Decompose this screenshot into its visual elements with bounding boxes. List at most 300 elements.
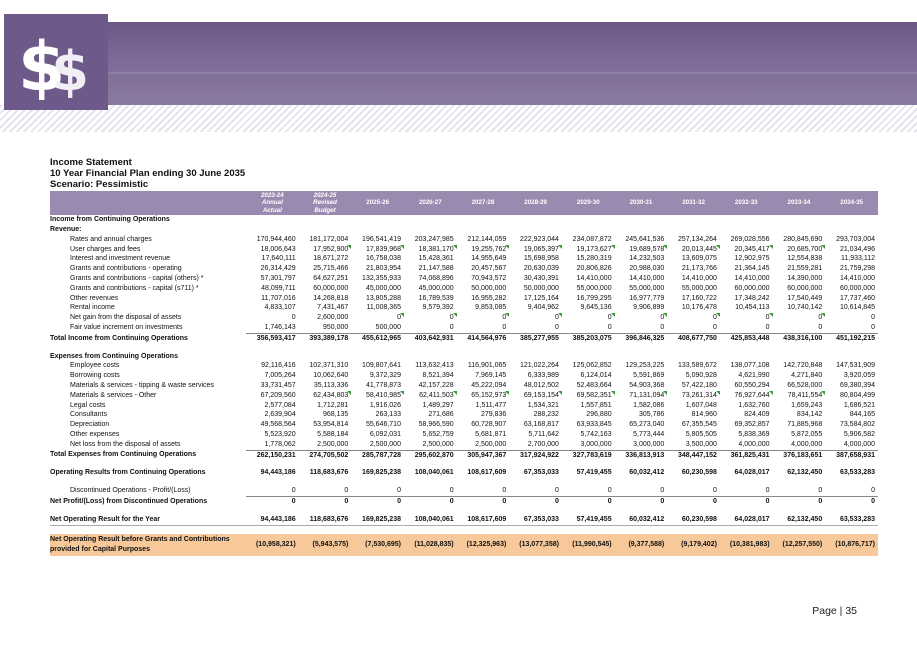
value-cell: 50,000,000 bbox=[523, 284, 559, 292]
value-cell: 108,040,061 bbox=[404, 515, 457, 525]
column-header bbox=[457, 191, 510, 215]
value-cell bbox=[246, 225, 299, 235]
value-cell: 288,232 bbox=[533, 411, 559, 419]
value-cell bbox=[404, 352, 457, 362]
value-cell: 20,806,826 bbox=[576, 265, 612, 273]
value-cell: 52,483,664 bbox=[576, 381, 612, 389]
value-cell bbox=[351, 344, 404, 352]
value-cell: 0 bbox=[713, 323, 717, 331]
value-cell: 385,203,075 bbox=[562, 333, 615, 343]
value-cell: 73,261,314 bbox=[667, 391, 720, 401]
value-cell: 263,133 bbox=[375, 411, 401, 419]
value-cell: 54,903,368 bbox=[629, 381, 665, 389]
value-cell: 80,804,499 bbox=[839, 391, 875, 399]
column-year: 2030-31 bbox=[629, 199, 653, 207]
value-cell bbox=[351, 215, 404, 225]
value-cell bbox=[562, 344, 615, 352]
value-cell: 361,825,431 bbox=[720, 450, 773, 460]
value-cell: 16,799,295 bbox=[576, 294, 612, 302]
value-cell: 385,277,955 bbox=[509, 333, 562, 343]
value-cell: 500,000 bbox=[375, 323, 401, 331]
row-label: Net Operating Result before Grants and Contributions provided for Capital Purposes bbox=[50, 534, 246, 556]
value-cell bbox=[615, 344, 668, 352]
value-cell: 17,348,242 bbox=[734, 294, 770, 302]
value-cell bbox=[615, 352, 668, 362]
value-cell bbox=[351, 352, 404, 362]
value-cell: 5,838,369 bbox=[738, 430, 770, 438]
value-cell bbox=[457, 478, 510, 486]
header-label-cell bbox=[50, 191, 246, 215]
value-cell: 14,410,000 bbox=[576, 275, 612, 282]
value-cell bbox=[351, 507, 404, 515]
value-cell: 2,500,000 bbox=[317, 440, 349, 448]
value-cell: 0 bbox=[457, 313, 510, 323]
value-cell: (10,381,983) bbox=[720, 534, 773, 556]
value-cell bbox=[457, 507, 510, 515]
value-cell: 49,568,564 bbox=[260, 421, 296, 429]
value-cell: 6,333,989 bbox=[527, 372, 559, 380]
value-cell bbox=[457, 352, 510, 362]
value-cell bbox=[773, 478, 826, 486]
value-cell: 14,232,503 bbox=[629, 255, 665, 263]
value-cell: 62,434,803 bbox=[299, 391, 352, 401]
value-cell bbox=[667, 215, 720, 225]
value-cell bbox=[773, 507, 826, 515]
value-cell: 5,652,759 bbox=[422, 430, 454, 438]
value-cell: 74,068,896 bbox=[418, 275, 454, 282]
value-cell: 17,640,111 bbox=[261, 255, 296, 263]
table-row bbox=[50, 468, 878, 478]
value-cell: 5,681,871 bbox=[475, 430, 507, 438]
value-cell: 0 bbox=[562, 496, 615, 506]
value-cell: 21,173,766 bbox=[681, 265, 717, 273]
row-label bbox=[50, 525, 246, 534]
value-cell: 48,012,502 bbox=[523, 381, 559, 389]
value-cell bbox=[773, 225, 826, 235]
value-cell: 118,683,676 bbox=[309, 469, 349, 477]
value-cell bbox=[246, 460, 299, 468]
value-cell: 12,554,838 bbox=[787, 255, 823, 263]
value-cell bbox=[562, 352, 615, 362]
value-cell bbox=[720, 525, 773, 534]
value-cell: (11,990,545) bbox=[562, 534, 615, 556]
value-cell bbox=[720, 344, 773, 352]
value-cell: 21,559,281 bbox=[787, 265, 823, 273]
value-cell bbox=[773, 460, 826, 468]
value-cell: 57,419,455 bbox=[576, 469, 612, 477]
value-cell: 14,955,649 bbox=[471, 255, 507, 263]
value-cell: 125,062,852 bbox=[572, 362, 612, 370]
value-cell: 64,627,251 bbox=[313, 275, 349, 282]
value-cell: 438,316,100 bbox=[773, 333, 826, 343]
column-header bbox=[615, 191, 668, 215]
value-cell: 280,845,690 bbox=[783, 235, 823, 243]
value-cell: 3,920,059 bbox=[843, 372, 875, 380]
column-header bbox=[667, 191, 720, 215]
value-cell: 7,005,264 bbox=[264, 372, 296, 380]
table-body bbox=[50, 215, 878, 555]
value-cell: 35,113,336 bbox=[313, 381, 349, 389]
value-cell: 0 bbox=[607, 323, 612, 331]
value-cell: 21,759,298 bbox=[839, 265, 875, 273]
value-cell bbox=[562, 225, 615, 235]
value-cell: 950,000 bbox=[323, 323, 349, 331]
value-cell: 65,152,973 bbox=[457, 391, 510, 401]
value-cell: 65,273,040 bbox=[629, 421, 665, 429]
value-cell: 60,550,294 bbox=[734, 381, 770, 389]
value-cell: 0 bbox=[818, 323, 823, 331]
value-cell: 3,000,000 bbox=[580, 440, 612, 448]
value-cell: 2,600,000 bbox=[317, 314, 349, 322]
value-cell: 20,685,700 bbox=[773, 245, 826, 255]
value-cell: 0 bbox=[404, 313, 457, 323]
value-cell: 0 bbox=[773, 496, 826, 506]
column-subtitle: Revised bbox=[313, 199, 337, 207]
value-cell: 19,689,578 bbox=[615, 245, 668, 255]
table-row bbox=[50, 391, 878, 401]
value-cell bbox=[457, 344, 510, 352]
value-cell: 62,132,450 bbox=[787, 469, 823, 477]
column-subtitle: Budget bbox=[314, 206, 336, 214]
column-year: 2034-35 bbox=[840, 199, 863, 207]
table-row bbox=[50, 478, 878, 486]
value-cell: 17,839,968 bbox=[351, 245, 404, 255]
value-cell: 271,686 bbox=[428, 411, 454, 419]
value-cell: 109,807,641 bbox=[362, 362, 401, 370]
value-cell: 132,355,933 bbox=[362, 275, 401, 282]
value-cell bbox=[299, 344, 352, 352]
value-cell bbox=[667, 344, 720, 352]
value-cell: 814,960 bbox=[691, 411, 717, 419]
value-cell: 7,431,467 bbox=[317, 304, 349, 312]
table-row bbox=[50, 313, 878, 323]
value-cell: 17,737,460 bbox=[839, 294, 875, 302]
row-label bbox=[50, 344, 246, 352]
row-label bbox=[50, 478, 246, 486]
value-cell: 15,698,958 bbox=[523, 255, 559, 263]
value-cell: 19,173,627 bbox=[562, 245, 615, 255]
value-cell bbox=[351, 225, 404, 235]
value-cell: 57,419,455 bbox=[562, 515, 615, 525]
value-cell bbox=[351, 478, 404, 486]
value-cell: 0 bbox=[502, 323, 507, 331]
value-cell: (10,876,717) bbox=[825, 534, 878, 556]
value-cell bbox=[457, 215, 510, 225]
value-cell: 113,632,413 bbox=[415, 362, 454, 370]
value-cell: 15,280,319 bbox=[576, 255, 612, 263]
value-cell bbox=[667, 525, 720, 534]
value-cell bbox=[562, 525, 615, 534]
table-row bbox=[50, 264, 878, 274]
value-cell: 0 bbox=[509, 496, 562, 506]
dollar-logo bbox=[4, 14, 108, 110]
value-cell: 0 bbox=[607, 487, 612, 495]
column-header bbox=[720, 191, 773, 215]
value-cell bbox=[720, 460, 773, 468]
value-cell: 14,410,000 bbox=[734, 275, 770, 282]
value-cell: (9,377,588) bbox=[615, 534, 668, 556]
value-cell bbox=[509, 507, 562, 515]
table-row bbox=[50, 284, 878, 294]
value-cell: 16,977,779 bbox=[629, 294, 665, 302]
value-cell: 0 bbox=[871, 487, 875, 495]
table-header-row bbox=[50, 191, 878, 215]
value-cell: 9,853,085 bbox=[475, 304, 507, 312]
value-cell: 293,703,004 bbox=[836, 235, 875, 243]
value-cell: 9,579,392 bbox=[422, 304, 454, 312]
value-cell: 14,410,000 bbox=[681, 275, 717, 282]
value-cell: 60,000,000 bbox=[313, 284, 349, 292]
column-header bbox=[351, 191, 404, 215]
value-cell bbox=[509, 460, 562, 468]
value-cell: (12,257,550) bbox=[773, 534, 826, 556]
value-cell bbox=[773, 352, 826, 362]
row-label: Grants and contributions - operating bbox=[70, 265, 182, 273]
value-cell: 55,646,710 bbox=[365, 421, 401, 429]
value-cell bbox=[773, 525, 826, 534]
value-cell: 121,022,264 bbox=[520, 362, 559, 370]
value-cell: 6,092,031 bbox=[369, 430, 401, 438]
row-label: Legal costs bbox=[70, 401, 106, 409]
value-cell: 60,000,000 bbox=[734, 284, 770, 292]
column-header bbox=[825, 191, 878, 215]
column-subtitle: Actual bbox=[262, 206, 282, 214]
value-cell bbox=[246, 352, 299, 362]
table-row bbox=[50, 361, 878, 371]
value-cell: 5,591,869 bbox=[633, 372, 665, 380]
value-cell: 60,000,000 bbox=[787, 284, 823, 292]
value-cell: 0 bbox=[667, 313, 720, 323]
value-cell bbox=[825, 478, 878, 486]
value-cell: 48,099,711 bbox=[261, 284, 296, 292]
column-header bbox=[299, 191, 352, 215]
value-cell: 0 bbox=[765, 323, 770, 331]
table-row bbox=[50, 381, 878, 391]
value-cell: 5,090,928 bbox=[685, 372, 717, 380]
value-cell bbox=[299, 525, 352, 534]
value-cell: 108,617,609 bbox=[467, 469, 507, 477]
value-cell: 0 bbox=[404, 496, 457, 506]
table-row bbox=[50, 525, 878, 534]
value-cell: 376,183,651 bbox=[773, 450, 826, 460]
value-cell: 118,683,676 bbox=[299, 515, 352, 525]
value-cell: 0 bbox=[291, 487, 296, 495]
value-cell bbox=[299, 225, 352, 235]
value-cell bbox=[615, 525, 668, 534]
value-cell bbox=[509, 478, 562, 486]
value-cell: 10,740,142 bbox=[787, 304, 823, 312]
value-cell bbox=[773, 344, 826, 352]
value-cell bbox=[299, 507, 352, 515]
row-label: Depreciation bbox=[70, 421, 110, 429]
table-row bbox=[50, 420, 878, 430]
value-cell: 317,924,922 bbox=[509, 450, 562, 460]
value-cell bbox=[667, 507, 720, 515]
value-cell: 5,742,163 bbox=[580, 430, 612, 438]
value-cell: 73,584,802 bbox=[839, 421, 875, 429]
value-cell: 3,000,000 bbox=[633, 440, 665, 448]
column-year: 2025-26 bbox=[366, 199, 390, 207]
value-cell: 6,124,014 bbox=[580, 372, 612, 380]
table-row bbox=[50, 235, 878, 245]
value-cell bbox=[667, 478, 720, 486]
table-row bbox=[50, 401, 878, 411]
value-cell bbox=[457, 460, 510, 468]
value-cell: 3,500,000 bbox=[685, 440, 717, 448]
value-cell bbox=[246, 215, 299, 225]
column-year: 2031-32 bbox=[682, 199, 705, 207]
value-cell bbox=[825, 352, 878, 362]
value-cell: 5,773,444 bbox=[633, 430, 665, 438]
value-cell bbox=[562, 460, 615, 468]
value-cell: 14,410,000 bbox=[839, 275, 875, 282]
value-cell: 21,147,588 bbox=[418, 265, 454, 273]
row-label: Other revenues bbox=[70, 294, 119, 302]
value-cell: 1,489,297 bbox=[422, 401, 454, 409]
value-cell: 0 bbox=[555, 487, 559, 495]
table-row bbox=[50, 254, 878, 264]
value-cell: 60,032,412 bbox=[629, 469, 665, 477]
value-cell: 69,153,154 bbox=[509, 391, 562, 401]
value-cell: 0 bbox=[615, 313, 668, 323]
value-cell: (10,958,321) bbox=[246, 534, 299, 556]
table-row bbox=[50, 245, 878, 255]
value-cell: 67,353,033 bbox=[509, 515, 562, 525]
statement-title: Income Statement bbox=[50, 157, 132, 168]
column-header bbox=[404, 191, 457, 215]
value-cell: 5,588,184 bbox=[317, 430, 349, 438]
value-cell: 13,805,288 bbox=[365, 294, 401, 302]
value-cell: 69,352,857 bbox=[734, 421, 770, 429]
value-cell bbox=[299, 478, 352, 486]
value-cell: 0 bbox=[562, 313, 615, 323]
value-cell: 403,642,931 bbox=[404, 333, 457, 343]
value-cell: 0 bbox=[871, 314, 875, 322]
value-cell bbox=[246, 507, 299, 515]
value-cell bbox=[509, 352, 562, 362]
row-label: Employee costs bbox=[70, 362, 120, 370]
value-cell: (9,179,402) bbox=[667, 534, 720, 556]
value-cell: 8,521,394 bbox=[422, 372, 454, 380]
value-cell: 2,500,000 bbox=[422, 440, 454, 448]
value-cell: 393,389,178 bbox=[299, 333, 352, 343]
value-cell: 455,612,965 bbox=[351, 333, 404, 343]
column-header bbox=[246, 191, 299, 215]
row-label: Operating Results from Continuing Operations bbox=[50, 469, 206, 477]
document-heading bbox=[50, 157, 245, 190]
value-cell: 60,230,598 bbox=[681, 469, 717, 477]
value-cell: 33,731,457 bbox=[260, 381, 296, 389]
value-cell: 147,531,909 bbox=[836, 362, 875, 370]
row-label: Rental income bbox=[70, 304, 115, 312]
value-cell: 78,411,554 bbox=[773, 391, 826, 401]
value-cell: 844,165 bbox=[849, 411, 875, 419]
table-row bbox=[50, 430, 878, 440]
value-cell: 169,825,238 bbox=[351, 515, 404, 525]
table-row bbox=[50, 515, 878, 525]
value-cell bbox=[615, 460, 668, 468]
value-cell: 5,523,920 bbox=[264, 430, 296, 438]
value-cell: 41,778,873 bbox=[365, 381, 401, 389]
value-cell: 116,901,065 bbox=[467, 362, 507, 370]
value-cell: 245,641,536 bbox=[625, 235, 665, 243]
value-cell: 21,364,145 bbox=[734, 265, 770, 273]
value-cell: 2,577,084 bbox=[264, 401, 296, 409]
value-cell: 42,157,228 bbox=[418, 381, 454, 389]
value-cell: 13,609,075 bbox=[681, 255, 717, 263]
value-cell: (13,077,358) bbox=[509, 534, 562, 556]
table-row bbox=[50, 486, 878, 496]
column-year: 2027-28 bbox=[471, 199, 495, 207]
table-row bbox=[50, 303, 878, 313]
value-cell bbox=[509, 215, 562, 225]
value-cell: 102,371,310 bbox=[309, 362, 349, 370]
value-cell: 4,621,990 bbox=[738, 372, 770, 380]
value-cell: 60,032,412 bbox=[615, 515, 668, 525]
value-cell: 133,589,672 bbox=[677, 362, 717, 370]
value-cell bbox=[562, 507, 615, 515]
column-year: 2028-29 bbox=[524, 199, 547, 207]
row-label: Borrowing costs bbox=[70, 372, 120, 380]
value-cell bbox=[404, 507, 457, 515]
value-cell bbox=[720, 352, 773, 362]
value-cell bbox=[509, 225, 562, 235]
column-header bbox=[562, 191, 615, 215]
row-label: Income from Continuing Operations bbox=[50, 216, 170, 224]
value-cell: 1,712,281 bbox=[317, 401, 349, 409]
value-cell bbox=[404, 215, 457, 225]
value-cell: 1,632,760 bbox=[738, 401, 770, 409]
value-cell: 63,533,283 bbox=[839, 469, 875, 477]
value-cell: 356,593,417 bbox=[246, 333, 299, 343]
value-cell: 0 bbox=[773, 313, 826, 323]
value-cell: 60,000,000 bbox=[839, 284, 875, 292]
value-cell: 53,954,814 bbox=[313, 421, 349, 429]
value-cell: 55,000,000 bbox=[576, 284, 612, 292]
value-cell: 18,006,643 bbox=[260, 245, 296, 253]
value-cell bbox=[720, 225, 773, 235]
value-cell: 45,222,094 bbox=[471, 381, 507, 389]
column-year: 2029-30 bbox=[576, 199, 600, 207]
value-cell: 4,000,000 bbox=[791, 440, 823, 448]
value-cell: 414,564,976 bbox=[457, 333, 510, 343]
value-cell: 0 bbox=[713, 487, 717, 495]
value-cell: 1,511,477 bbox=[475, 401, 507, 409]
banner-bar bbox=[108, 22, 917, 105]
value-cell: 17,540,449 bbox=[787, 294, 823, 302]
row-label: Discontinued Operations - Profit/(Loss) bbox=[70, 487, 191, 495]
value-cell: 17,160,722 bbox=[681, 294, 717, 302]
value-cell: 0 bbox=[291, 314, 296, 322]
value-cell: 18,671,272 bbox=[313, 255, 349, 263]
value-cell bbox=[404, 478, 457, 486]
value-cell: 0 bbox=[667, 496, 720, 506]
table-row bbox=[50, 215, 878, 225]
value-cell: 968,135 bbox=[323, 411, 349, 419]
column-year: 2024-25 bbox=[313, 192, 337, 199]
value-cell: 234,087,872 bbox=[572, 235, 612, 243]
value-cell: 76,927,644 bbox=[720, 391, 773, 401]
income-statement-table bbox=[50, 191, 878, 556]
value-cell: (5,943,575) bbox=[299, 534, 352, 556]
row-label: Rates and annual charges bbox=[70, 235, 152, 243]
value-cell: 451,192,215 bbox=[825, 333, 878, 343]
value-cell: 21,034,496 bbox=[839, 245, 875, 253]
value-cell: 222,923,044 bbox=[520, 235, 559, 243]
value-cell: 62,132,450 bbox=[773, 515, 826, 525]
value-cell: 17,952,900 bbox=[299, 245, 352, 255]
value-cell: 60,230,598 bbox=[667, 515, 720, 525]
